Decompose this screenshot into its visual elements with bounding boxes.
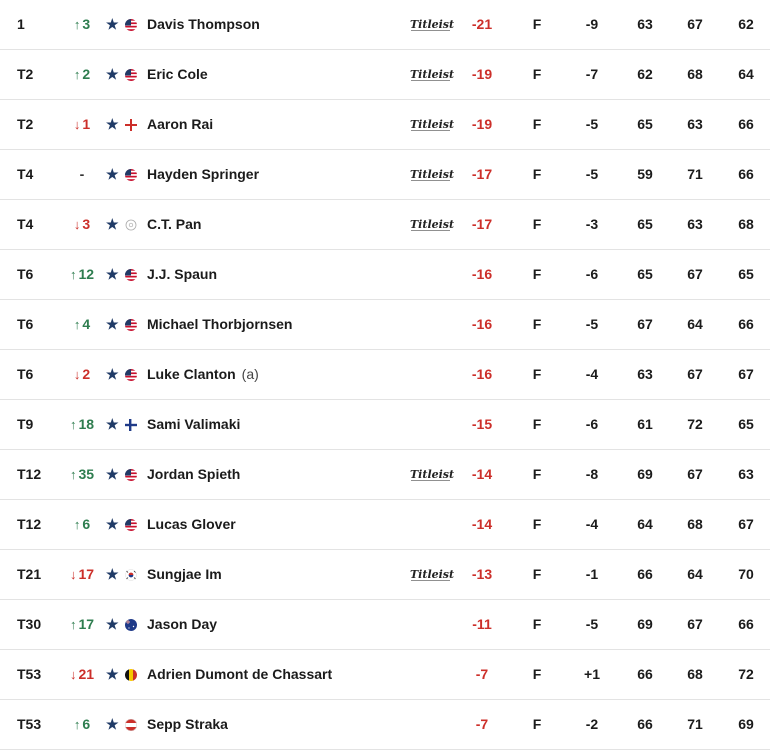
- arrow-up-icon: ↑: [69, 467, 77, 482]
- favorite-star-icon[interactable]: ★: [106, 216, 119, 232]
- round-3-score: 65: [738, 266, 754, 282]
- player-name-cell[interactable]: [147, 500, 236, 549]
- today-score: +1: [584, 666, 600, 682]
- us-flag-icon: [125, 519, 137, 531]
- round-2-score: 64: [687, 316, 703, 332]
- us-flag-icon: [125, 69, 137, 81]
- favorite-star-icon[interactable]: ★: [106, 716, 119, 732]
- amateur-tag: (a): [241, 366, 259, 382]
- today-score: -6: [585, 266, 599, 282]
- player-name-cell[interactable]: [147, 0, 260, 49]
- round-1-score: 64: [637, 516, 653, 532]
- favorite-star-icon[interactable]: ★: [106, 266, 119, 282]
- thru: F: [532, 416, 542, 432]
- player-name-cell[interactable]: [147, 450, 240, 499]
- movement: [60, 50, 104, 99]
- today-score: -5: [585, 616, 599, 632]
- round-2-score: 63: [687, 216, 703, 232]
- favorite-star-icon[interactable]: ★: [106, 16, 119, 32]
- round-1-score: 61: [637, 416, 653, 432]
- movement-value: 6: [82, 516, 91, 532]
- thru: F: [532, 566, 542, 582]
- table-row[interactable]: [0, 400, 770, 450]
- titleist-logo-icon: [410, 66, 454, 83]
- arrow-up-icon: ↑: [73, 17, 81, 32]
- round-2-score: 67: [687, 266, 703, 282]
- movement-value: 3: [82, 216, 91, 232]
- favorite-star-icon[interactable]: ★: [106, 366, 119, 382]
- player-name[interactable]: Michael Thorbjornsen: [147, 316, 293, 332]
- round-3-score: 63: [738, 466, 754, 482]
- round-1-score: 67: [637, 316, 653, 332]
- round-1-score: 65: [637, 266, 653, 282]
- round-1-score: 66: [637, 566, 653, 582]
- player-name[interactable]: Hayden Springer: [147, 166, 260, 182]
- table-row[interactable]: [0, 100, 770, 150]
- favorite-star-icon[interactable]: ★: [106, 166, 119, 182]
- favorite-star-icon[interactable]: ★: [106, 666, 119, 682]
- today-score: -1: [585, 566, 599, 582]
- round-3-score: 66: [738, 166, 754, 182]
- round-3-score: 70: [738, 566, 754, 582]
- today-score: -7: [585, 66, 599, 82]
- today-score: -2: [585, 716, 599, 732]
- svg-text:Titleist: Titleist: [410, 18, 454, 31]
- titleist-logo-icon: [410, 566, 454, 583]
- movement: [60, 350, 104, 399]
- favorite-star-icon[interactable]: ★: [106, 516, 119, 532]
- player-name-cell[interactable]: [147, 250, 217, 299]
- position: T12: [17, 466, 42, 482]
- movement-value: -: [79, 166, 85, 182]
- total-score: -7: [475, 716, 489, 732]
- movement: [60, 100, 104, 149]
- round-3-score: 67: [738, 366, 754, 382]
- table-row[interactable]: [0, 650, 770, 700]
- thru: F: [532, 66, 542, 82]
- svg-text:Titleist: Titleist: [410, 568, 454, 581]
- round-3-score: 66: [738, 316, 754, 332]
- thru: F: [532, 166, 542, 182]
- titleist-logo-icon: [410, 166, 454, 183]
- arrow-up-icon: ↑: [73, 517, 81, 532]
- arrow-up-icon: ↑: [73, 317, 81, 332]
- thru: F: [532, 266, 542, 282]
- us-flag-icon: [125, 319, 137, 331]
- round-1-score: 69: [637, 466, 653, 482]
- round-3-score: 64: [738, 66, 754, 82]
- titleist-logo-icon: [410, 216, 454, 233]
- player-name[interactable]: C.T. Pan: [147, 216, 202, 232]
- today-score: -4: [585, 516, 599, 532]
- player-name[interactable]: Jordan Spieth: [147, 466, 241, 482]
- player-name-cell[interactable]: [147, 150, 259, 199]
- round-2-score: 63: [687, 116, 703, 132]
- svg-text:Titleist: Titleist: [410, 68, 454, 81]
- favorite-star-icon[interactable]: ★: [106, 316, 119, 332]
- total-score: -17: [471, 166, 493, 182]
- thru: F: [532, 716, 542, 732]
- movement: [60, 550, 104, 599]
- today-score: -5: [585, 116, 599, 132]
- finland-flag-icon: [125, 419, 137, 431]
- movement-value: 35: [78, 466, 95, 482]
- round-2-score: 64: [687, 566, 703, 582]
- arrow-up-icon: ↑: [73, 67, 81, 82]
- total-score: -19: [471, 66, 493, 82]
- position: T21: [17, 566, 42, 582]
- player-name[interactable]: Lucas Glover: [147, 516, 236, 532]
- arrow-up-icon: ↑: [69, 617, 77, 632]
- player-name-cell[interactable]: [147, 200, 201, 249]
- favorite-star-icon[interactable]: ★: [106, 616, 119, 632]
- arrow-up-icon: ↑: [69, 417, 77, 432]
- round-3-score: 66: [738, 116, 754, 132]
- player-name-cell[interactable]: [147, 650, 332, 699]
- round-2-score: 67: [687, 16, 703, 32]
- favorite-star-icon[interactable]: ★: [106, 566, 119, 582]
- movement: [60, 200, 104, 249]
- total-score: -21: [471, 16, 493, 32]
- titleist-logo-icon: [410, 466, 454, 483]
- thru: F: [532, 16, 542, 32]
- movement: [60, 250, 104, 299]
- round-1-score: 69: [637, 616, 653, 632]
- player-name-cell[interactable]: [147, 350, 259, 399]
- player-name-cell[interactable]: [147, 300, 292, 349]
- round-2-score: 67: [687, 616, 703, 632]
- round-3-score: 67: [738, 516, 754, 532]
- player-name[interactable]: Sungjae Im: [147, 566, 222, 582]
- total-score: -15: [471, 416, 493, 432]
- player-name-cell[interactable]: [147, 400, 240, 449]
- favorite-star-icon[interactable]: ★: [106, 66, 119, 82]
- favorite-star-icon[interactable]: ★: [106, 466, 119, 482]
- position: 1: [17, 16, 25, 32]
- today-score: -5: [585, 316, 599, 332]
- player-name-cell[interactable]: [147, 550, 222, 599]
- movement: [60, 300, 104, 349]
- position: T4: [17, 216, 34, 232]
- player-name[interactable]: Sepp Straka: [147, 716, 228, 732]
- movement-value: 12: [78, 266, 95, 282]
- today-score: -9: [585, 16, 599, 32]
- position: T6: [17, 316, 34, 332]
- movement-value: 17: [78, 616, 95, 632]
- position: T12: [17, 516, 42, 532]
- total-score: -13: [471, 566, 493, 582]
- round-3-score: 66: [738, 616, 754, 632]
- total-score: -16: [471, 316, 493, 332]
- movement: [60, 0, 104, 49]
- thru: F: [532, 466, 542, 482]
- arrow-down-icon: ↓: [73, 217, 81, 232]
- round-3-score: 68: [738, 216, 754, 232]
- table-row[interactable]: [0, 550, 770, 600]
- round-2-score: 67: [687, 466, 703, 482]
- thru: F: [532, 116, 542, 132]
- movement: [60, 400, 104, 449]
- round-3-score: 65: [738, 416, 754, 432]
- total-score: -7: [475, 666, 489, 682]
- total-score: -16: [471, 366, 493, 382]
- round-2-score: 68: [687, 516, 703, 532]
- today-score: -3: [585, 216, 599, 232]
- korea-flag-icon: [125, 569, 137, 581]
- position: T2: [17, 66, 34, 82]
- arrow-down-icon: ↓: [69, 567, 77, 582]
- position: T6: [17, 366, 34, 382]
- table-row[interactable]: [0, 500, 770, 550]
- movement: [60, 150, 104, 199]
- movement: [60, 650, 104, 699]
- table-row[interactable]: [0, 50, 770, 100]
- position: T9: [17, 416, 34, 432]
- today-score: -8: [585, 466, 599, 482]
- table-row[interactable]: [0, 300, 770, 350]
- position: T6: [17, 266, 34, 282]
- thru: F: [532, 216, 542, 232]
- arrow-down-icon: ↓: [73, 367, 81, 382]
- position: T53: [17, 666, 42, 682]
- round-3-score: 69: [738, 716, 754, 732]
- movement-value: 1: [82, 116, 91, 132]
- player-name[interactable]: Luke Clanton: [147, 366, 236, 382]
- round-1-score: 65: [637, 116, 653, 132]
- us-flag-icon: [125, 269, 137, 281]
- round-2-score: 71: [687, 166, 703, 182]
- svg-text:Titleist: Titleist: [410, 218, 454, 231]
- us-flag-icon: [125, 19, 137, 31]
- favorite-star-icon[interactable]: ★: [106, 116, 119, 132]
- round-3-score: 62: [738, 16, 754, 32]
- table-row[interactable]: [0, 0, 770, 50]
- movement-value: 17: [78, 566, 95, 582]
- thru: F: [532, 516, 542, 532]
- arrow-up-icon: ↑: [73, 717, 81, 732]
- movement-value: 2: [82, 366, 91, 382]
- player-name[interactable]: Jason Day: [147, 616, 218, 632]
- player-name[interactable]: Sami Valimaki: [147, 416, 241, 432]
- table-row[interactable]: [0, 700, 770, 750]
- total-score: -14: [471, 466, 493, 482]
- round-1-score: 63: [637, 366, 653, 382]
- table-row[interactable]: [0, 600, 770, 650]
- player-name-cell[interactable]: [147, 700, 228, 749]
- round-1-score: 66: [637, 716, 653, 732]
- today-score: -4: [585, 366, 599, 382]
- today-score: -6: [585, 416, 599, 432]
- favorite-star-icon[interactable]: ★: [106, 416, 119, 432]
- player-name[interactable]: Aaron Rai: [147, 116, 214, 132]
- round-1-score: 62: [637, 66, 653, 82]
- round-3-score: 72: [738, 666, 754, 682]
- round-1-score: 59: [637, 166, 653, 182]
- belgium-flag-icon: [125, 669, 137, 681]
- arrow-up-icon: ↑: [69, 267, 77, 282]
- player-name[interactable]: Davis Thompson: [147, 16, 260, 32]
- round-2-score: 71: [687, 716, 703, 732]
- svg-text:Titleist: Titleist: [410, 118, 454, 131]
- arrow-down-icon: ↓: [73, 117, 81, 132]
- total-score: -17: [471, 216, 493, 232]
- svg-text:Titleist: Titleist: [410, 468, 454, 481]
- thru: F: [532, 366, 542, 382]
- table-row[interactable]: [0, 150, 770, 200]
- round-2-score: 67: [687, 366, 703, 382]
- titleist-logo-icon: [410, 116, 454, 133]
- movement-value: 4: [82, 316, 91, 332]
- round-2-score: 72: [687, 416, 703, 432]
- england-flag-icon: [125, 119, 137, 131]
- thru: F: [532, 316, 542, 332]
- position: T53: [17, 716, 42, 732]
- table-row[interactable]: [0, 200, 770, 250]
- total-score: -11: [472, 616, 492, 632]
- player-name[interactable]: Adrien Dumont de Chassart: [147, 666, 333, 682]
- titleist-logo-icon: [410, 16, 454, 33]
- movement-value: 3: [82, 16, 91, 32]
- player-name[interactable]: Eric Cole: [147, 66, 208, 82]
- today-score: -5: [585, 166, 599, 182]
- movement-value: 21: [78, 666, 95, 682]
- us-flag-icon: [125, 169, 137, 181]
- movement-value: 6: [82, 716, 91, 732]
- round-1-score: 65: [637, 216, 653, 232]
- us-flag-icon: [125, 469, 137, 481]
- position: T4: [17, 166, 34, 182]
- position: T2: [17, 116, 34, 132]
- movement: [60, 450, 104, 499]
- table-row[interactable]: [0, 250, 770, 300]
- us-flag-icon: [125, 369, 137, 381]
- player-name[interactable]: J.J. Spaun: [147, 266, 218, 282]
- player-name-cell[interactable]: [147, 50, 208, 99]
- movement: [60, 600, 104, 649]
- thru: F: [532, 616, 542, 632]
- australia-flag-icon: [125, 619, 137, 631]
- table-row[interactable]: [0, 450, 770, 500]
- round-2-score: 68: [687, 66, 703, 82]
- austria-flag-icon: [125, 719, 137, 731]
- total-score: -14: [471, 516, 493, 532]
- movement: [60, 700, 104, 749]
- movement-value: 18: [78, 416, 95, 432]
- taiwan-flag-icon: [125, 219, 137, 231]
- player-name-cell[interactable]: [147, 600, 217, 649]
- position: T30: [17, 616, 42, 632]
- round-2-score: 68: [687, 666, 703, 682]
- thru: F: [532, 666, 542, 682]
- movement: [60, 500, 104, 549]
- round-1-score: 63: [637, 16, 653, 32]
- total-score: -16: [471, 266, 493, 282]
- round-1-score: 66: [637, 666, 653, 682]
- table-row[interactable]: [0, 350, 770, 400]
- total-score: -19: [471, 116, 493, 132]
- movement-value: 2: [82, 66, 91, 82]
- arrow-down-icon: ↓: [69, 667, 77, 682]
- svg-text:Titleist: Titleist: [410, 168, 454, 181]
- player-name-cell[interactable]: [147, 100, 213, 149]
